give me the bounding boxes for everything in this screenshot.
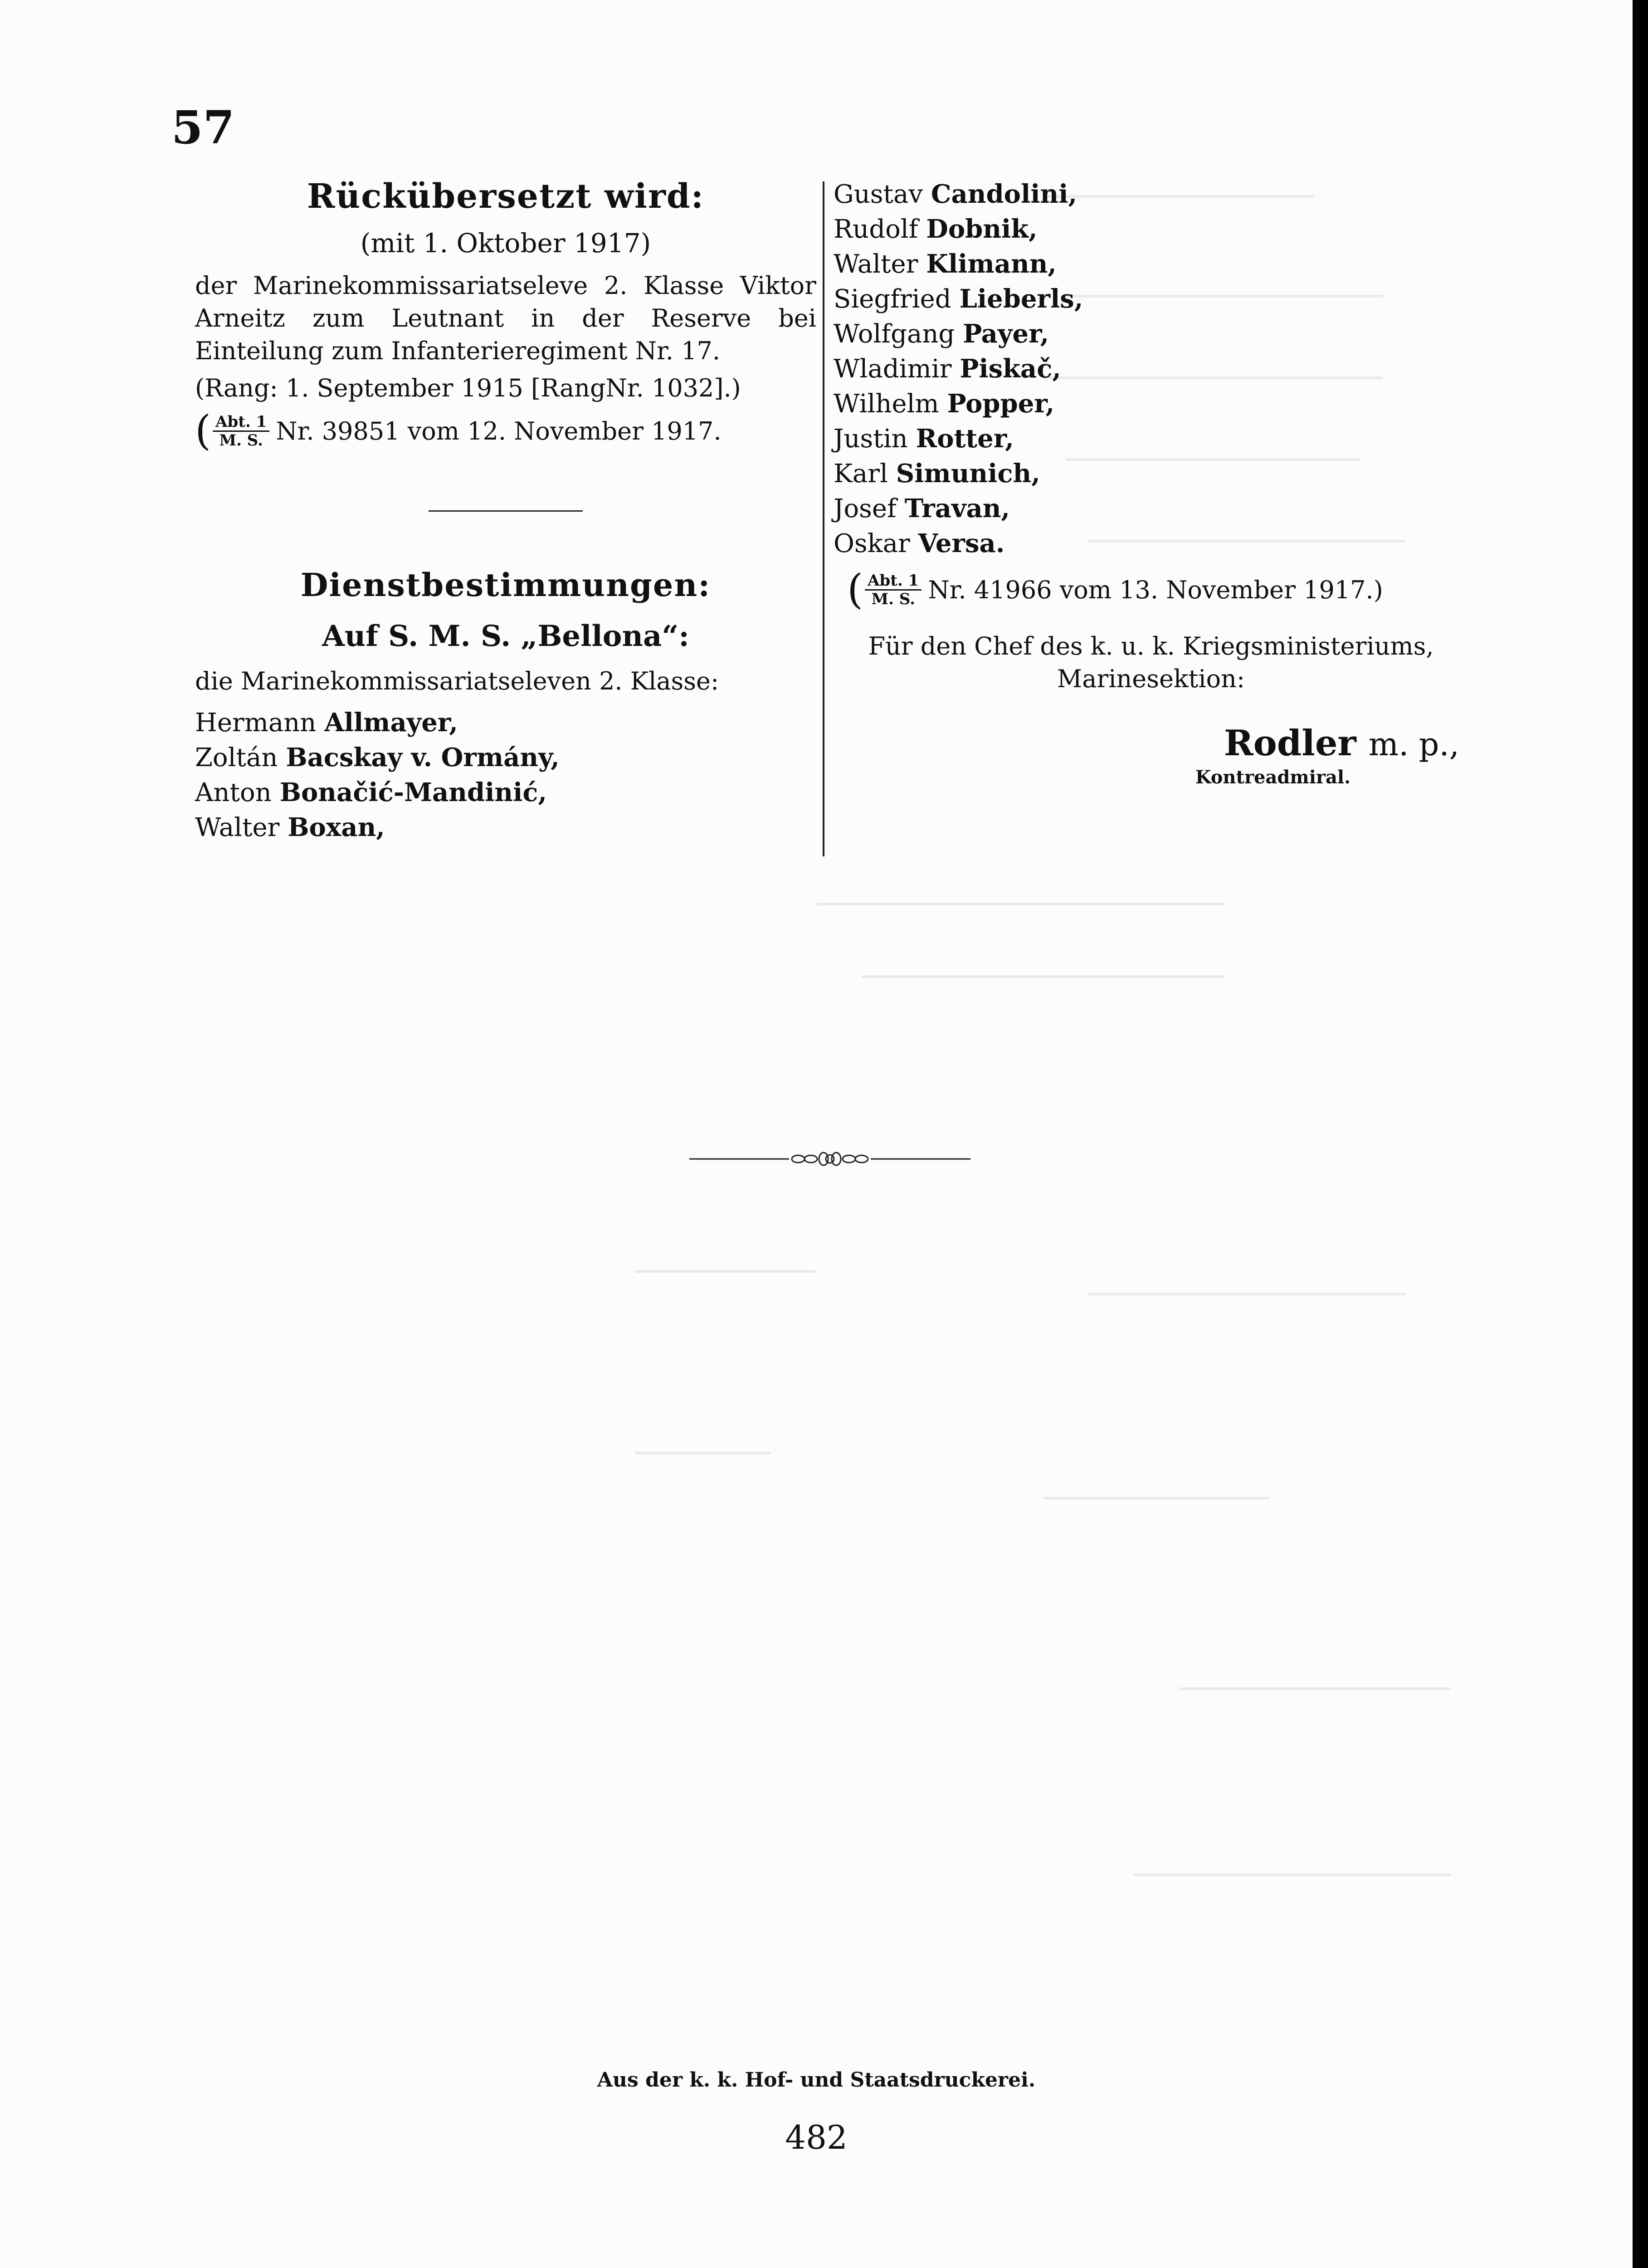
reference-text: Nr. 41966 vom 13. November 1917.) bbox=[928, 575, 1383, 604]
bleed-through-mark bbox=[1088, 1293, 1406, 1295]
column-rule bbox=[823, 181, 824, 856]
section-divider bbox=[429, 510, 583, 512]
signature-mp: m. p., bbox=[1368, 726, 1459, 763]
left-column bbox=[195, 177, 816, 845]
open-paren: ( bbox=[195, 407, 211, 455]
name-list-right bbox=[834, 177, 1468, 561]
chief-line-2: Marinesektion: bbox=[1057, 665, 1245, 693]
signature bbox=[834, 723, 1468, 764]
reference-fraction bbox=[213, 413, 269, 449]
intro-line: die Marinekommissariatseleven 2. Klasse: bbox=[195, 667, 719, 695]
list-item: Zoltán Bacskay v. Ormány, bbox=[195, 743, 560, 772]
fraction-denominator: M. S. bbox=[871, 590, 915, 608]
list-item: Hermann Allmayer, bbox=[195, 708, 458, 738]
chief-line bbox=[834, 630, 1468, 695]
list-item: Wolfgang Payer, bbox=[834, 319, 1049, 349]
fraction-numerator: Abt. 1 bbox=[213, 413, 269, 432]
list-item: Oskar Versa. bbox=[834, 528, 1005, 558]
ornament-divider bbox=[689, 1148, 970, 1170]
open-paren: ( bbox=[847, 566, 863, 613]
list-item: Anton Bonačić-Mandinić, bbox=[195, 777, 547, 807]
list-item: Justin Rotter, bbox=[834, 424, 1014, 454]
reference-text: Nr. 39851 vom 12. November 1917. bbox=[276, 416, 722, 445]
fraction-denominator: M. S. bbox=[219, 431, 263, 450]
list-item: Siegfried Lieberls, bbox=[834, 284, 1083, 314]
reference-fraction bbox=[865, 572, 922, 608]
reference-line-1 bbox=[195, 407, 816, 455]
list-item: Wilhelm Popper, bbox=[834, 389, 1055, 419]
scan-edge bbox=[1633, 0, 1648, 2268]
list-item: Wladimir Piskač, bbox=[834, 354, 1061, 384]
heading-rueckuebersetzt: Rückübersetzt wird: bbox=[307, 177, 704, 216]
bleed-through-mark bbox=[1179, 1687, 1451, 1690]
page-number-bottom: 482 bbox=[785, 2118, 848, 2156]
date-note: (mit 1. Oktober 1917) bbox=[360, 228, 651, 259]
list-item: Karl Simunich, bbox=[834, 459, 1040, 489]
bleed-through-mark bbox=[635, 1270, 816, 1273]
chief-line-1: Für den Chef des k. u. k. Kriegsministeriums, bbox=[868, 632, 1434, 660]
signature-name: Rodler bbox=[1224, 723, 1356, 764]
list-item: Walter Klimann, bbox=[834, 249, 1057, 279]
bleed-through-mark bbox=[862, 975, 1224, 978]
reference-line-2 bbox=[847, 566, 1468, 613]
ship-heading: Auf S. M. S. „Bellona“: bbox=[322, 619, 689, 653]
right-column bbox=[834, 177, 1468, 788]
name-list-left bbox=[195, 705, 816, 845]
list-item: Walter Boxan, bbox=[195, 812, 385, 842]
heading-dienstbestimmungen: Dienstbestimmungen: bbox=[300, 566, 711, 604]
bleed-through-mark bbox=[1043, 1497, 1270, 1500]
bleed-through-mark bbox=[635, 1452, 771, 1454]
bleed-through-mark bbox=[1134, 1873, 1451, 1876]
rang-line: (Rang: 1. September 1915 [RangNr. 1032].) bbox=[195, 374, 741, 402]
signature-rank: Kontreadmiral. bbox=[1195, 767, 1351, 788]
list-item: Rudolf Dobnik, bbox=[834, 214, 1038, 244]
list-item: Gustav Candolini, bbox=[834, 179, 1077, 209]
list-item: Josef Travan, bbox=[834, 494, 1010, 523]
fraction-numerator: Abt. 1 bbox=[865, 572, 922, 591]
transfer-paragraph: der Marinekommissariatseleve 2. Klasse Viktor Arneitz zum Leutnant in der Reserve bei Einteilung zum Infanterieregiment Nr. 17. bbox=[195, 271, 816, 365]
page-number-top: 57 bbox=[171, 101, 235, 154]
printer-imprint: Aus der k. k. Hof- und Staatsdruckerei. bbox=[597, 2068, 1036, 2092]
bleed-through-mark bbox=[816, 903, 1224, 905]
